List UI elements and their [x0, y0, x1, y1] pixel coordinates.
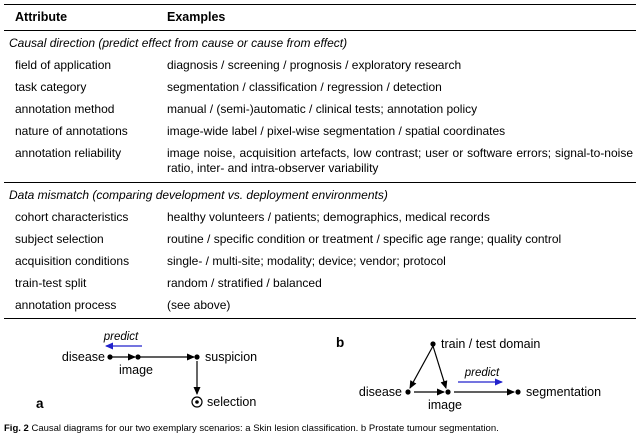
segmentation-label: segmentation	[526, 385, 602, 399]
table-row	[4, 76, 636, 98]
suspicion-node	[194, 354, 199, 359]
causal-diagrams-figure	[0, 330, 640, 420]
examples-cell: random / stratified / balanced	[167, 275, 322, 290]
table-row	[4, 54, 636, 76]
disease-node	[107, 354, 112, 359]
figure-caption-number: Fig. 2	[4, 423, 29, 434]
image-node	[135, 354, 140, 359]
attribute-cell: subject selection	[15, 231, 104, 246]
table-row	[4, 142, 636, 179]
disease-node-b	[405, 389, 410, 394]
column-header-attribute: Attribute	[15, 10, 68, 24]
examples-cell: manual / (semi-)automatic / clinical tests; annotation policy	[167, 101, 478, 116]
examples-cell: healthy volunteers / patients; demographics, medical records	[167, 209, 490, 224]
edge-domain-image	[433, 346, 446, 388]
image-label-a: image	[118, 363, 154, 377]
table-row	[4, 228, 636, 250]
table-row	[4, 98, 636, 120]
causal-diagram-a	[28, 330, 328, 418]
attribute-cell: field of application	[15, 57, 112, 72]
panel-label-b: b	[336, 335, 345, 350]
predict-label-a: predict	[103, 331, 139, 343]
table-row	[4, 250, 636, 272]
section-title: Data mismatch (comparing development vs. deployment environments)	[9, 188, 388, 202]
attributes-table	[4, 4, 636, 319]
examples-cell: routine / specific condition or treatment / specific age range; quality control	[167, 231, 562, 246]
table-row	[4, 120, 636, 142]
examples-cell: (see above)	[167, 297, 231, 312]
causal-diagram-b	[330, 330, 635, 418]
section-title: Causal direction (predict effect from cause or cause from effect)	[9, 36, 348, 50]
attribute-cell: train-test split	[15, 275, 87, 290]
attribute-cell: annotation process	[15, 297, 117, 312]
image-node-b	[445, 389, 450, 394]
attribute-cell: task category	[15, 79, 87, 94]
disease-label-b: disease	[358, 385, 402, 399]
section-causal-direction	[4, 31, 636, 179]
attribute-cell: annotation reliability	[15, 145, 122, 160]
column-header-examples: Examples	[167, 10, 226, 24]
selection-node-inner	[195, 400, 199, 404]
panel-label-a: a	[36, 396, 44, 411]
attribute-cell: cohort characteristics	[15, 209, 129, 224]
domain-node	[430, 341, 435, 346]
domain-label: train / test domain	[441, 337, 541, 351]
table-header-row	[4, 4, 636, 31]
attribute-cell: nature of annotations	[15, 123, 128, 138]
examples-cell: single- / multi-site; modality; device; vendor; protocol	[167, 253, 446, 268]
examples-cell: image-wide label / pixel-wise segmentation / spatial coordinates	[167, 123, 506, 138]
figure-caption	[4, 423, 636, 435]
selection-label: selection	[207, 395, 257, 409]
table-bottom-rule	[4, 318, 636, 319]
suspicion-label: suspicion	[205, 350, 258, 364]
edge-domain-disease	[410, 346, 433, 388]
attribute-cell: annotation method	[15, 101, 115, 116]
attribute-cell: acquisition conditions	[15, 253, 130, 268]
disease-label-a: disease	[61, 350, 105, 364]
examples-cell: segmentation / classification / regression / detection	[167, 79, 442, 94]
table-row	[4, 294, 636, 316]
segmentation-node	[515, 389, 520, 394]
figure-caption-text: Causal diagrams for our two exemplary scenarios: a Skin lesion classification. b Prostate tumour segmentation.	[31, 423, 499, 434]
table-row	[4, 272, 636, 294]
examples-cell: image noise, acquisition artefacts, low contrast; user or software errors; signal-to-noise ratio, inter- and intra-observer variability	[167, 145, 633, 175]
section-data-mismatch	[4, 182, 636, 316]
image-label-b: image	[427, 398, 463, 412]
examples-cell: diagnosis / screening / prognosis / exploratory research	[167, 57, 462, 72]
table-row	[4, 206, 636, 228]
predict-label-b: predict	[464, 367, 500, 379]
